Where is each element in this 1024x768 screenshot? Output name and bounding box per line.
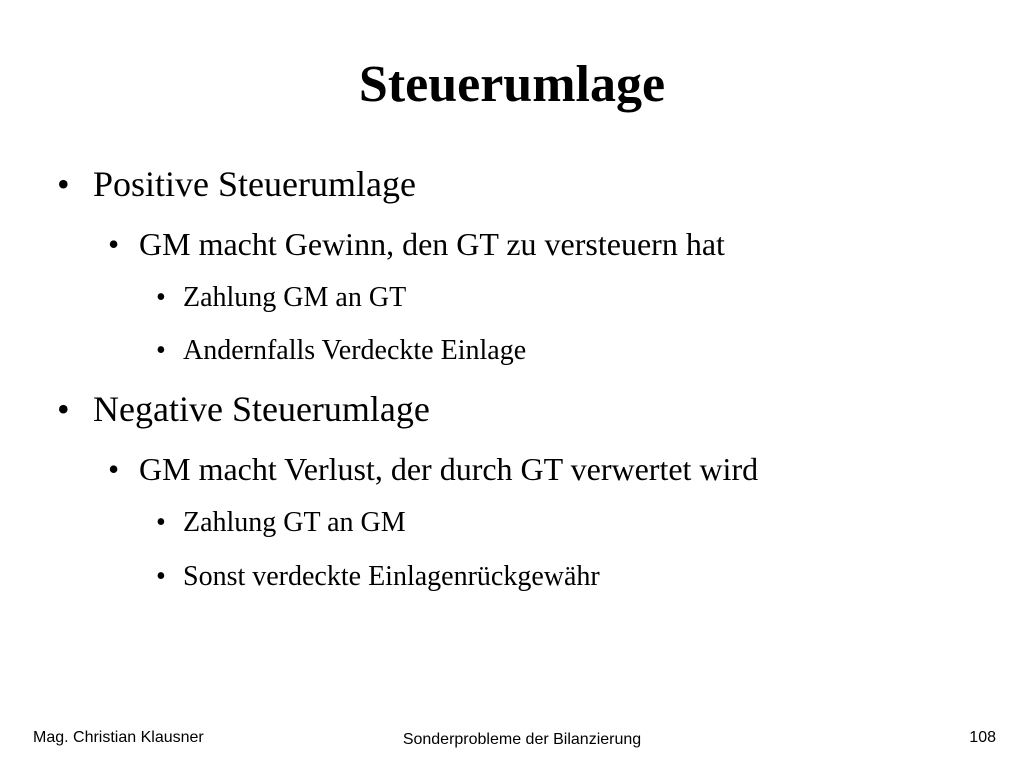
bullet-point: • bbox=[57, 389, 70, 429]
bullet-text: Positive Steuerumlage bbox=[93, 164, 416, 204]
bullet-text: GM macht Gewinn, den GT zu versteuern hat bbox=[139, 226, 725, 262]
bullet-text: Zahlung GT an GM bbox=[183, 507, 406, 538]
footer-page-number: 108 bbox=[969, 729, 996, 746]
footer-author: Mag. Christian Klausner bbox=[33, 729, 204, 746]
bullet-point: • bbox=[156, 282, 166, 313]
bullet-point: • bbox=[108, 451, 120, 487]
bullet-text: Sonst verdeckte Einlagenrückgewähr bbox=[183, 561, 600, 592]
bullet-point: • bbox=[156, 507, 166, 538]
bullet-text: Andernfalls Verdeckte Einlage bbox=[183, 335, 527, 366]
footer-topic: Sonderprobleme der Bilanzierung bbox=[402, 731, 642, 748]
bullet-point: • bbox=[108, 226, 120, 262]
bullet-point: • bbox=[156, 561, 166, 592]
slide-title: Steuerumlage bbox=[358, 56, 666, 113]
bullet-text: Negative Steuerumlage bbox=[93, 389, 430, 429]
bullet-point: • bbox=[57, 164, 70, 204]
bullet-point: • bbox=[156, 335, 166, 366]
bullet-text: GM macht Verlust, der durch GT verwertet wird bbox=[139, 451, 759, 487]
bullet-text: Zahlung GM an GT bbox=[183, 282, 407, 313]
